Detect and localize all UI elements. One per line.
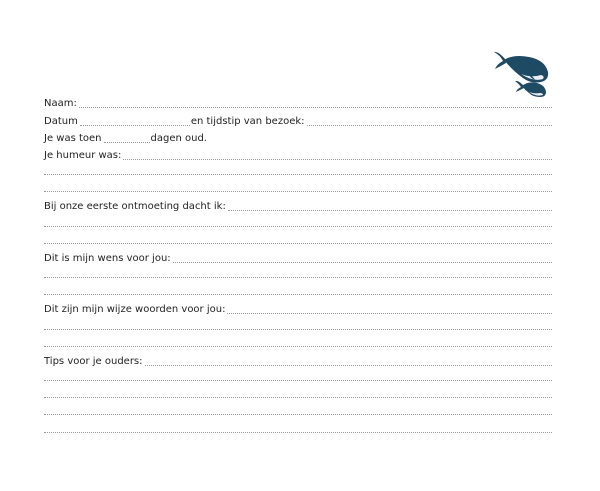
woorden-label: Dit zijn mijn wijze woorden voor jou: <box>44 304 226 315</box>
tijdstip-line[interactable] <box>307 125 553 126</box>
blank-line[interactable] <box>44 380 552 381</box>
naam-row <box>44 96 552 110</box>
datum-label: Datum <box>44 116 78 127</box>
ontmoeting-row <box>44 199 552 213</box>
whale-icon <box>491 42 553 100</box>
blank-line[interactable] <box>44 174 552 175</box>
blank-line[interactable] <box>44 191 552 192</box>
blank-line[interactable] <box>44 346 552 347</box>
blank-line[interactable] <box>44 432 552 433</box>
humeur-label: Je humeur was: <box>44 150 122 161</box>
ontmoeting-label: Bij onze eerste ontmoeting dacht ik: <box>44 201 226 212</box>
datum-line[interactable] <box>80 125 190 126</box>
wens-line[interactable] <box>173 262 552 263</box>
wens-row <box>44 251 552 265</box>
wens-label: Dit is mijn wens voor jou: <box>44 253 171 264</box>
humeur-row <box>44 148 552 162</box>
woorden-line[interactable] <box>227 313 552 314</box>
blank-line[interactable] <box>44 277 552 278</box>
woorden-row <box>44 302 552 316</box>
tips-row <box>44 354 552 368</box>
naam-line[interactable] <box>79 107 552 108</box>
dagen-line[interactable] <box>104 142 150 143</box>
humeur-line[interactable] <box>123 159 552 160</box>
dagen-label: dagen oud. <box>150 133 207 144</box>
blank-line[interactable] <box>44 294 552 295</box>
leeftijd-row <box>44 131 552 145</box>
blank-line[interactable] <box>44 414 552 415</box>
tijdstip-label: en tijdstip van bezoek: <box>190 116 305 127</box>
blank-line[interactable] <box>44 329 552 330</box>
blank-line[interactable] <box>44 243 552 244</box>
blank-line[interactable] <box>44 226 552 227</box>
naam-label: Naam: <box>44 98 77 109</box>
tips-label: Tips voor je ouders: <box>44 356 143 367</box>
toen-label: Je was toen <box>44 133 102 144</box>
blank-line[interactable] <box>44 397 552 398</box>
tips-line[interactable] <box>145 365 552 366</box>
datum-row <box>44 114 552 128</box>
ontmoeting-line[interactable] <box>228 210 552 211</box>
